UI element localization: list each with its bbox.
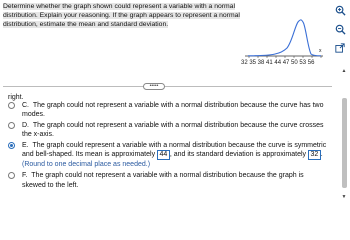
section-divider xyxy=(3,86,332,87)
expand-icon[interactable] xyxy=(333,41,347,55)
option-e[interactable]: E. The graph could represent a variable with a normal distribution because the curve is symmetric and bell-shaped. Its mean is approximately 44 , and its standard deviation is approximately 32 . (Round to one decimal place as needed.) xyxy=(8,141,328,170)
option-d-letter: D. xyxy=(22,122,29,130)
zoom-in-icon[interactable] xyxy=(333,3,347,17)
scroll-up-arrow-icon[interactable]: ▲ xyxy=(341,68,347,74)
scroll-thumb[interactable] xyxy=(342,98,347,188)
previous-option-tail: right. xyxy=(8,94,24,101)
mean-input[interactable]: 44 xyxy=(157,150,170,160)
option-c-letter: C. xyxy=(22,102,29,109)
scrollbar[interactable] xyxy=(341,68,347,200)
option-e-text-1: The graph could represent a variable with a normal distribution because the curve is symmetric and bell-shaped. Its mean is approximately xyxy=(22,142,327,159)
option-f-text: The graph could not represent a variable with a normal distribution because the graph is skewed to the left. xyxy=(22,172,304,189)
option-e-letter: E. xyxy=(22,142,29,150)
option-d-radio[interactable] xyxy=(8,122,15,129)
x-axis-letter: x xyxy=(319,48,322,54)
option-f[interactable] xyxy=(8,171,328,190)
toolbar xyxy=(333,3,347,60)
scroll-down-arrow-icon[interactable]: ▼ xyxy=(341,194,347,200)
zoom-out-icon[interactable] xyxy=(333,22,347,36)
answer-options xyxy=(8,101,328,191)
option-c-radio[interactable] xyxy=(8,102,15,109)
option-c-text: The graph could not represent a variable with a normal distribution because the curve has two modes. xyxy=(22,102,324,119)
option-e-radio[interactable] xyxy=(8,142,15,149)
bell-curve xyxy=(248,20,321,56)
option-e-text-2: and its standard deviation is approximately xyxy=(173,151,307,159)
question-body: Determine whether the graph shown could represent a variable with a normal distribution. Explain your reasoning. If the graph appears to represent a normal distribution, estimate the mean and standard deviation. xyxy=(3,3,240,28)
more-button[interactable]: ••••• xyxy=(143,83,165,90)
option-c[interactable] xyxy=(8,101,328,120)
option-d-text: The graph could not represent a variable with a normal distribution because the curve crosses the x-axis. xyxy=(22,122,324,139)
question-text xyxy=(3,3,250,29)
standard-deviation-input[interactable]: 32 xyxy=(308,150,321,160)
x-tick-labels: 32 35 38 41 44 47 50 53 56 xyxy=(241,60,315,66)
option-f-letter: F. xyxy=(22,172,28,180)
option-f-radio[interactable] xyxy=(8,172,15,179)
distribution-graph xyxy=(243,8,328,68)
option-d[interactable] xyxy=(8,121,328,140)
rounding-note: (Round to one decimal place as needed.) xyxy=(22,161,151,169)
